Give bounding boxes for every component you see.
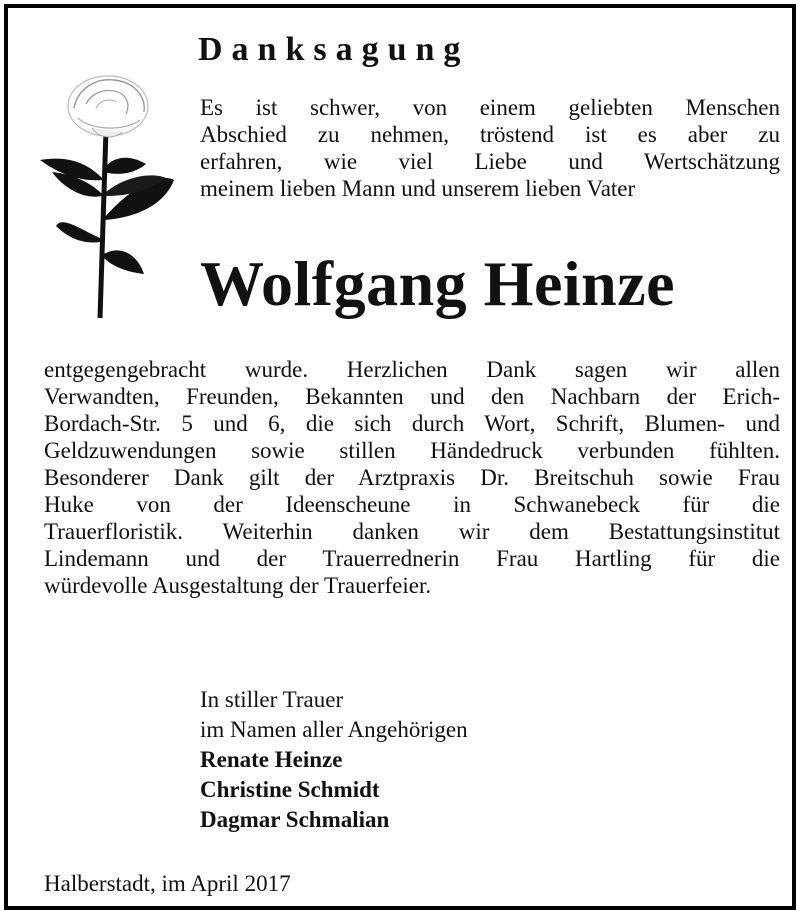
deceased-name: Wolfgang Heinze bbox=[200, 248, 676, 319]
mourner-name: Christine Schmidt bbox=[200, 777, 380, 802]
place-date: Halberstadt, im April 2017 bbox=[44, 871, 291, 896]
intro-text bbox=[200, 94, 780, 202]
body-line: Bordach-Str. 5 und 6, die sich durch Wort, Schrift, Blumen- und bbox=[44, 411, 780, 436]
signature-block bbox=[200, 685, 468, 835]
mourner-name: Dagmar Schmalian bbox=[200, 807, 390, 832]
body-line: Huke von der Ideenscheune in Schwanebeck für die bbox=[44, 492, 780, 517]
body-line: Lindemann und der Trauerrednerin Frau Hartling für die bbox=[44, 546, 780, 571]
closing-line: In stiller Trauer bbox=[200, 687, 344, 712]
intro-line: Abschied zu nehmen, tröstend ist es aber zu bbox=[200, 122, 780, 147]
intro-line: meinem lieben Mann und unserem lieben Vater bbox=[200, 176, 636, 201]
body-line: würdevolle Ausgestaltung der Trauerfeier. bbox=[44, 573, 432, 598]
notice-heading: Danksagung bbox=[198, 31, 470, 68]
body-line: entgegengebracht wurde. Herzlichen Dank sagen wir allen bbox=[44, 357, 780, 382]
closing-line: im Namen aller Angehörigen bbox=[200, 717, 468, 742]
body-line: Trauerfloristik. Weiterhin danken wir dem Bestattungsinstitut bbox=[44, 519, 780, 544]
body-line: Geldzuwendungen sowie stillen Händedruck verbunden fühlten. bbox=[44, 438, 780, 463]
body-text bbox=[44, 356, 780, 599]
body-line: Besonderer Dank gilt der Arztpraxis Dr. Breitschuh sowie Frau bbox=[44, 465, 780, 490]
body-line: Verwandten, Freunden, Bekannten und den Nachbarn der Erich- bbox=[44, 384, 780, 409]
intro-line: Es ist schwer, von einem geliebten Menschen bbox=[200, 95, 780, 120]
notice-frame bbox=[4, 4, 796, 910]
intro-line: erfahren, wie viel Liebe und Wertschätzung bbox=[200, 149, 780, 174]
white-rose-icon bbox=[34, 68, 184, 320]
mourner-name: Renate Heinze bbox=[200, 747, 343, 772]
